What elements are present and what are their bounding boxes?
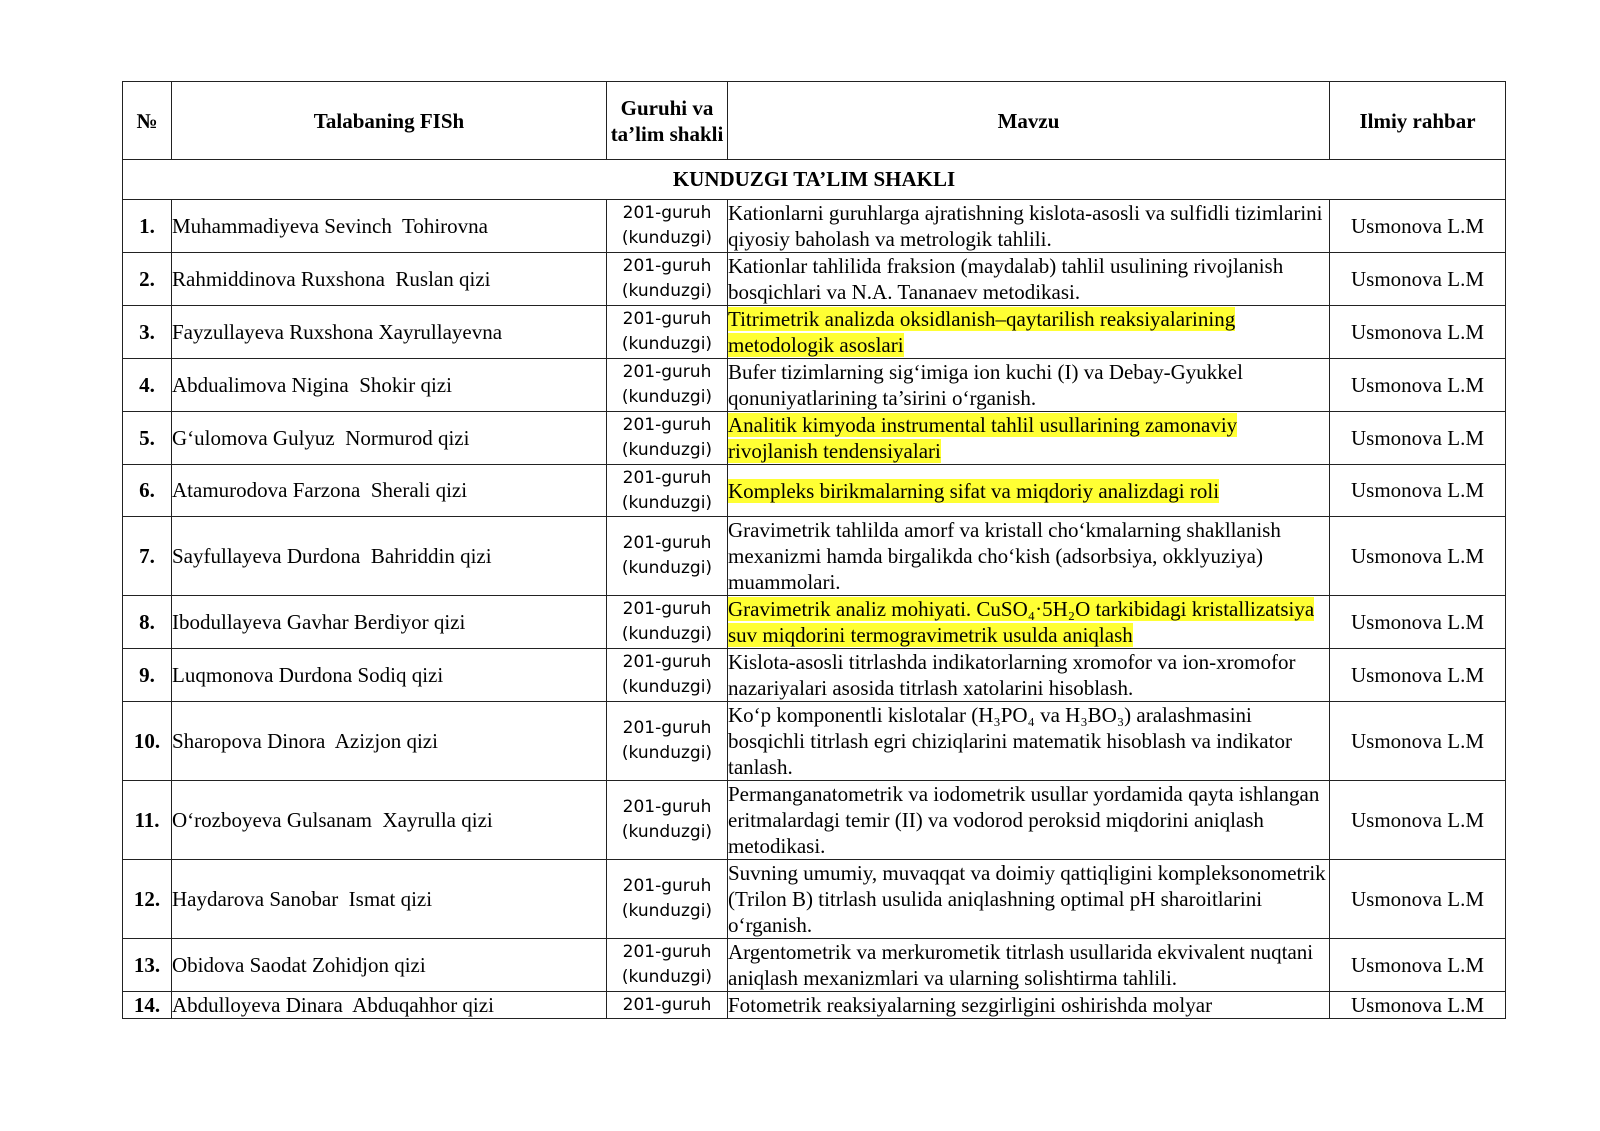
group-name: 201-guruh: [622, 467, 712, 488]
table-row: [123, 517, 1506, 596]
row-number: 6.: [123, 465, 172, 517]
advisor-name: Usmonova L.M: [1330, 649, 1506, 702]
study-form: (kunduzgi): [621, 901, 713, 921]
topic-cell: [728, 860, 1330, 939]
row-number: 3.: [123, 306, 172, 359]
topic-text: Argentometrik va merkurometik titrlash usullarida ekvivalent nuqtani aniqlash mexanizmlari va ularning solishtirma tahlili.: [728, 940, 1314, 990]
student-name: O‘rozboyeva Gulsanam Xayrulla qizi: [172, 781, 607, 860]
group-cell: [607, 649, 728, 702]
row-number: 13.: [123, 939, 172, 992]
topic-cell: [728, 992, 1330, 1019]
advisor-name: Usmonova L.M: [1330, 200, 1506, 253]
advisor-name: Usmonova L.M: [1330, 860, 1506, 939]
topic-cell: [728, 412, 1330, 465]
topic-text: Permanganatometrik va iodometrik usullar yordamida qayta ishlangan eritmalardagi temir (II) va vodorod peroksid miqdorini aniqlash metodikasi.: [728, 782, 1320, 858]
table-row: [123, 253, 1506, 306]
study-form: (kunduzgi): [621, 492, 713, 513]
advisor-name: Usmonova L.M: [1330, 517, 1506, 596]
advisor-name: Usmonova L.M: [1330, 939, 1506, 992]
topic-text: Kationlar tahlilida fraksion (maydalab) tahlil usulining rivojlanish bosqichlari va N.A. Tananaev metodikasi.: [728, 254, 1284, 304]
group-cell: [607, 992, 728, 1019]
group-name: 201-guruh: [622, 942, 712, 962]
topic-cell: [728, 306, 1330, 359]
topic-text: Fotometrik reaksiyalarning sezgirligini oshirishda molyar: [728, 993, 1213, 1017]
group-cell: [607, 200, 728, 253]
study-form: (kunduzgi): [621, 967, 713, 987]
student-name: Sharopova Dinora Azizjon qizi: [172, 702, 607, 781]
topic-cell: [728, 465, 1330, 517]
row-number: 8.: [123, 596, 172, 649]
row-number: 14.: [123, 992, 172, 1019]
row-number: 11.: [123, 781, 172, 860]
group-cell: [607, 702, 728, 781]
student-name: Muhammadiyeva Sevinch Tohirovna: [172, 200, 607, 253]
table-row: [123, 359, 1506, 412]
student-name: Atamurodova Farzona Sherali qizi: [172, 465, 607, 517]
group-cell: [607, 781, 728, 860]
table-row: [123, 939, 1506, 992]
topic-cell: [728, 253, 1330, 306]
row-number: 4.: [123, 359, 172, 412]
col-name-header: Talabaning FISh: [172, 82, 607, 160]
group-name: 201-guruh: [622, 415, 712, 435]
study-form: (kunduzgi): [621, 822, 713, 842]
table-row: [123, 702, 1506, 781]
advisor-name: Usmonova L.M: [1330, 596, 1506, 649]
group-cell: [607, 517, 728, 596]
study-form: (kunduzgi): [621, 624, 713, 644]
advisor-name: Usmonova L.M: [1330, 702, 1506, 781]
study-form: (kunduzgi): [621, 387, 713, 407]
advisor-name: Usmonova L.M: [1330, 359, 1506, 412]
advisor-name: Usmonova L.M: [1330, 412, 1506, 465]
group-name: 201-guruh: [622, 599, 712, 619]
topic-text: Kationlarni guruhlarga ajratishning kislota-asosli va sulfidli tizimlarini qiyosiy baholash va metrologik tahlili.: [728, 201, 1323, 251]
group-cell: [607, 465, 728, 517]
group-name: 201-guruh: [622, 203, 712, 223]
advisor-name: Usmonova L.M: [1330, 465, 1506, 517]
topics-table: [122, 81, 1506, 1019]
topic-text: Gravimetrik analiz mohiyati. CuSO₄·5H₂O tarkibidagi kristallizatsiya suv miqdorini termogravimetrik usulda aniqlash: [728, 597, 1315, 647]
topic-text: Suvning umumiy, muvaqqat va doimiy qattiqligini kompleksonometrik (Trilon B) titrlash usulida aniqlashning optimal pH sharoitlarini o‘rganish.: [728, 861, 1326, 937]
table-row: [123, 465, 1506, 517]
group-name: 201-guruh: [622, 876, 712, 896]
table-row: [123, 649, 1506, 702]
study-form: (kunduzgi): [621, 677, 713, 697]
col-no-header: №: [123, 82, 172, 160]
topic-cell: [728, 702, 1330, 781]
group-name: 201-guruh: [622, 256, 712, 276]
table-row: [123, 306, 1506, 359]
row-number: 5.: [123, 412, 172, 465]
student-name: Rahmiddinova Ruxshona Ruslan qizi: [172, 253, 607, 306]
student-name: Ibodullayeva Gavhar Berdiyor qizi: [172, 596, 607, 649]
student-name: Abdualimova Nigina Shokir qizi: [172, 359, 607, 412]
row-number: 10.: [123, 702, 172, 781]
study-form: (kunduzgi): [621, 440, 713, 460]
topic-text: Gravimetrik tahlilda amorf va kristall cho‘kmalarning shakllanish mexanizmi hamda birgalikda cho‘kish (adsorbsiya, okklyuziya) muammolari.: [728, 518, 1281, 594]
group-name: 201-guruh: [622, 362, 712, 382]
topic-text: Ko‘p komponentli kislotalar (H₃PO₄ va H₃BO₃) aralashmasini bosqichli titrlash egri chiziqlarini matematik hisoblash va indikator tanlash.: [728, 703, 1292, 779]
col-topic-header: Mavzu: [728, 82, 1330, 160]
group-name: 201-guruh: [622, 797, 712, 817]
advisor-name: Usmonova L.M: [1330, 253, 1506, 306]
group-cell: [607, 253, 728, 306]
topic-cell: [728, 939, 1330, 992]
group-cell: [607, 939, 728, 992]
student-name: Obidova Saodat Zohidjon qizi: [172, 939, 607, 992]
row-number: 9.: [123, 649, 172, 702]
topic-text: Bufer tizimlarning sig‘imiga ion kuchi (I) va Debay-Gyukkel qonuniyatlarining ta’sirini o‘rganish.: [728, 360, 1243, 410]
table-row: [123, 596, 1506, 649]
group-name: 201-guruh: [622, 652, 712, 672]
topic-cell: [728, 596, 1330, 649]
table-row: [123, 412, 1506, 465]
student-name: Abdulloyeva Dinara Abduqahhor qizi: [172, 992, 607, 1019]
topic-text: Analitik kimyoda instrumental tahlil usullarining zamonaviy rivojlanish tendensiyalari: [728, 413, 1238, 463]
student-name: Luqmonova Durdona Sodiq qizi: [172, 649, 607, 702]
row-number: 1.: [123, 200, 172, 253]
group-name: 201-guruh: [622, 533, 712, 553]
study-form: (kunduzgi): [621, 228, 713, 248]
study-form: (kunduzgi): [621, 558, 713, 578]
group-name: 201-guruh: [622, 309, 712, 329]
header-row: [123, 82, 1506, 160]
study-form: (kunduzgi): [621, 743, 713, 763]
advisor-name: Usmonova L.M: [1330, 781, 1506, 860]
group-name: 201-guruh: [622, 718, 712, 738]
section-title: KUNDUZGI TA’LIM SHAKLI: [123, 160, 1506, 200]
group-cell: [607, 306, 728, 359]
topic-cell: [728, 649, 1330, 702]
student-name: Sayfullayeva Durdona Bahriddin qizi: [172, 517, 607, 596]
topic-cell: [728, 517, 1330, 596]
topic-cell: [728, 359, 1330, 412]
table-row: [123, 860, 1506, 939]
topic-cell: [728, 781, 1330, 860]
col-group-header: Guruhi va ta’lim shakli: [607, 82, 728, 160]
topic-text: Titrimetrik analizda oksidlanish–qaytarilish reaksiyalarining metodologik asoslari: [728, 307, 1236, 357]
student-name: Haydarova Sanobar Ismat qizi: [172, 860, 607, 939]
row-number: 7.: [123, 517, 172, 596]
col-advisor-header: Ilmiy rahbar: [1330, 82, 1506, 160]
table-row: [123, 781, 1506, 860]
study-form: (kunduzgi): [621, 334, 713, 354]
topic-text: Kompleks birikmalarning sifat va miqdoriy analizdagi roli: [728, 478, 1220, 503]
advisor-name: Usmonova L.M: [1330, 992, 1506, 1019]
section-row: [123, 160, 1506, 200]
study-form: (kunduzgi): [621, 281, 713, 301]
advisor-name: Usmonova L.M: [1330, 306, 1506, 359]
row-number: 2.: [123, 253, 172, 306]
topic-cell: [728, 200, 1330, 253]
topic-text: Kislota-asosli titrlashda indikatorlarning xromofor va ion-xromofor nazariyalari asosida titrlash xatolarini hisoblash.: [728, 650, 1296, 700]
table-row: [123, 200, 1506, 253]
student-name: Fayzullayeva Ruxshona Xayrullayevna: [172, 306, 607, 359]
row-number: 12.: [123, 860, 172, 939]
group-cell: [607, 860, 728, 939]
group-cell: [607, 596, 728, 649]
group-cell: [607, 412, 728, 465]
group-cell: [607, 359, 728, 412]
group-name: 201-guruh: [622, 994, 712, 1015]
student-name: G‘ulomova Gulyuz Normurod qizi: [172, 412, 607, 465]
table-row: [123, 992, 1506, 1019]
